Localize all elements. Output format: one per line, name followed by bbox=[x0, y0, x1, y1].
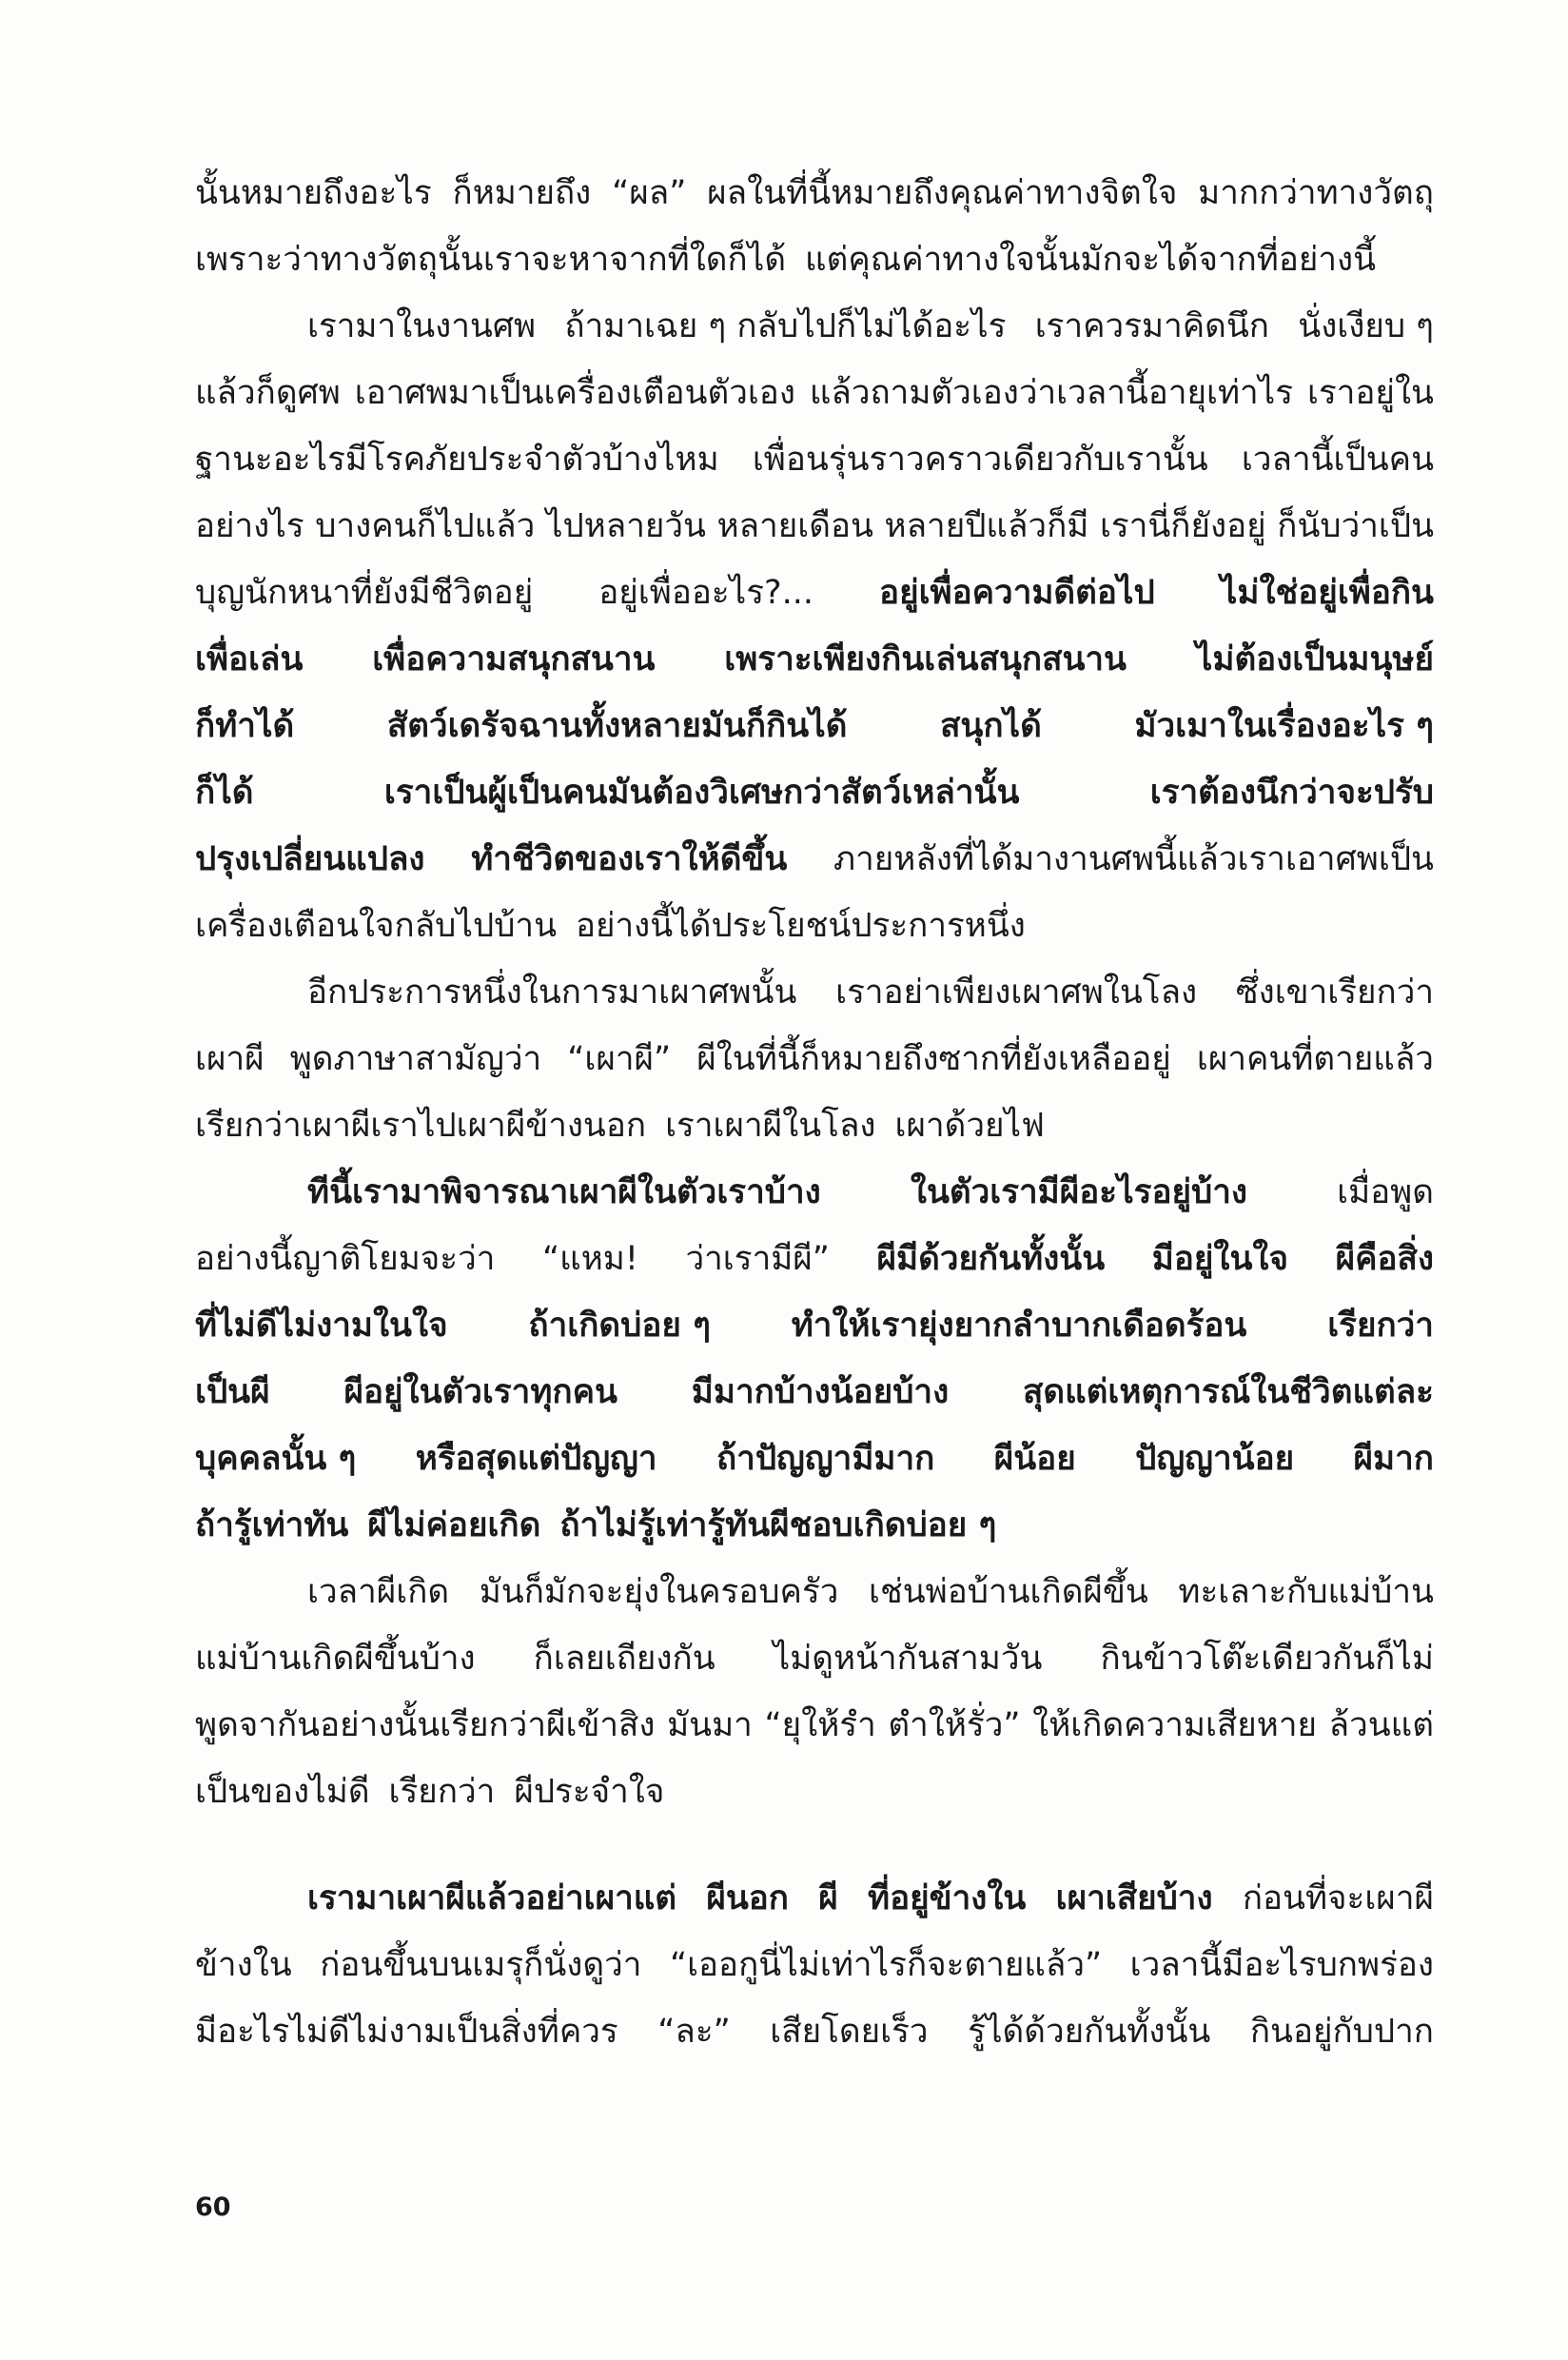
text-word-bold: ไม่ใช่อยู่เพื่อกิน bbox=[1220, 574, 1434, 612]
text-word-bold: ผี bbox=[818, 1879, 838, 1918]
text-word: เผาด้วยไฟ bbox=[894, 1107, 1045, 1145]
text-word: บางคนก็ไปแล้ว bbox=[315, 507, 536, 545]
text-word-bold: ผีมาก bbox=[1353, 1440, 1434, 1478]
text-line bbox=[195, 1026, 1434, 1092]
text-word: ฐานะอะไรมีโรคภัยประจำตัวบ้างไหม bbox=[195, 441, 719, 479]
text-word: เราอยู่ใน bbox=[1307, 374, 1434, 412]
text-line bbox=[195, 560, 1434, 626]
text-word: เวลาผีเกิด bbox=[307, 1573, 450, 1611]
text-word-bold: ก็ได้ bbox=[195, 774, 254, 812]
text-word: ล้วนแต่ bbox=[1328, 1706, 1434, 1744]
text-line bbox=[195, 893, 1434, 959]
text-line bbox=[195, 160, 1434, 226]
text-word-bold: ในตัวเรามีผีอะไรอยู่บ้าง bbox=[910, 1173, 1247, 1211]
text-word: “แหม! bbox=[542, 1240, 638, 1278]
text-word-bold: ปัญญาน้อย bbox=[1135, 1440, 1295, 1478]
text-word: อย่างนี้ได้ประโยชน์ประการหนึ่ง bbox=[576, 907, 1026, 945]
text-word: พูดภาษาสามัญว่า bbox=[289, 1040, 542, 1078]
text-line bbox=[195, 1159, 1434, 1226]
text-line bbox=[195, 1759, 1434, 1825]
text-line bbox=[195, 1426, 1434, 1492]
text-word: “ผล” bbox=[612, 174, 687, 212]
text-word-bold: ทีนี้เรามาพิจารณาเผาผีในตัวเราบ้าง bbox=[307, 1173, 821, 1211]
text-line bbox=[195, 1625, 1434, 1692]
text-line bbox=[195, 1292, 1434, 1359]
text-word: นั้นหมายถึงอะไร bbox=[195, 174, 432, 212]
text-word: เป็นของไม่ดี bbox=[195, 1773, 370, 1811]
text-word-bold: เรามาเผาผีแล้วอย่าเผาแต่ bbox=[307, 1879, 677, 1918]
text-word-bold: ถ้าไม่รู้เท่ารู้ทันผีชอบเกิดบ่อย ๆ bbox=[559, 1506, 997, 1544]
text-word-bold: ผีน้อย bbox=[993, 1440, 1076, 1478]
text-line bbox=[195, 493, 1434, 560]
text-word-bold: ผีมีด้วยกันทั้งนั้น bbox=[876, 1240, 1106, 1278]
text-word-bold: ถ้ารู้เท่าทัน bbox=[195, 1506, 349, 1544]
text-word: นั่งเงียบ ๆ bbox=[1298, 307, 1434, 345]
text-line bbox=[195, 626, 1434, 693]
text-word: ก่อนที่จะเผาผี bbox=[1242, 1879, 1434, 1918]
text-word: ภายหลังที่ได้มางานศพนี้แล้วเราเอาศพเป็น bbox=[833, 840, 1434, 878]
text-word: เราเผาผีในโลง bbox=[665, 1107, 876, 1145]
text-word-bold: เพื่อความสนุกสนาน bbox=[372, 640, 656, 678]
text-word: เพื่อนรุ่นราวคราวเดียวกับเรานั้น bbox=[752, 441, 1208, 479]
text-word: เอาศพมาเป็นเครื่องเตือนตัวเอง bbox=[354, 374, 795, 412]
text-word: เราอย่าเพียงเผาศพในโลง bbox=[835, 974, 1198, 1012]
text-word: “เผาผี” bbox=[567, 1040, 672, 1078]
text-line bbox=[195, 1932, 1434, 1998]
text-word-bold: เราเป็นผู้เป็นคนมันต้องวิเศษกว่าสัตว์เหล่านั้น bbox=[383, 774, 1020, 812]
text-line bbox=[195, 360, 1434, 426]
text-word-bold: สนุกได้ bbox=[940, 707, 1042, 745]
text-line bbox=[195, 1359, 1434, 1426]
text-word: ไม่ดูหน้ากันสามวัน bbox=[773, 1640, 1043, 1678]
text-word-bold: อยู่เพื่อความดีต่อไป bbox=[879, 574, 1155, 612]
text-word-bold: ที่ไม่ดีไม่งามในใจ bbox=[195, 1307, 448, 1345]
text-word: มากกว่าทางวัตถุ bbox=[1198, 174, 1434, 212]
text-word: ก็นับว่าเป็น bbox=[1277, 507, 1434, 545]
text-word-bold: ไม่ต้องเป็นมนุษย์ bbox=[1195, 640, 1434, 678]
text-word: พูดจากันอย่างนั้นเรียกว่าผีเข้าสิง bbox=[195, 1706, 656, 1744]
text-word: แล้วถามตัวเองว่าเวลานี้อายุเท่าไร bbox=[809, 374, 1294, 412]
text-word-bold: ก็ทำได้ bbox=[195, 707, 295, 745]
text-line bbox=[195, 293, 1434, 360]
text-word: มันมา bbox=[667, 1706, 753, 1744]
text-line bbox=[195, 1226, 1434, 1292]
text-word-bold: สัตว์เดรัจฉานทั้งหลายมันก็กินได้ bbox=[386, 707, 848, 745]
text-word: เวลานี้มีอะไรบกพร่อง bbox=[1129, 1946, 1434, 1984]
text-line bbox=[195, 826, 1434, 893]
text-word: เสียโดยเร็ว bbox=[770, 2013, 929, 2051]
text-word-bold: มีอยู่ในใจ bbox=[1151, 1240, 1288, 1278]
text-word: หลายปีแล้วก็มี bbox=[884, 507, 1089, 545]
text-word: เรานี่ก็ยังอยู่ bbox=[1099, 507, 1266, 545]
text-word: เผาคนที่ตายแล้ว bbox=[1196, 1040, 1434, 1078]
text-word-bold: ทำให้เรายุ่งยากลำบากเดือดร้อน bbox=[791, 1307, 1247, 1345]
text-word: อีกประการหนึ่งในการมาเผาศพนั้น bbox=[307, 974, 797, 1012]
text-word: เรียกว่า bbox=[388, 1773, 496, 1811]
text-word-bold: ผีนอก bbox=[706, 1879, 789, 1918]
text-word-bold: ที่อยู่ข้างใน bbox=[868, 1879, 1027, 1918]
text-word-bold: เพื่อเล่น bbox=[195, 640, 304, 678]
text-line bbox=[195, 1692, 1434, 1759]
text-word: เครื่องเตือนใจกลับไปบ้าน bbox=[195, 907, 557, 945]
text-word: เพราะว่าทางวัตถุนั้นเราจะหาจากที่ใดก็ได้ bbox=[195, 241, 787, 279]
text-line bbox=[195, 1492, 1434, 1559]
text-word-bold: บุคคลนั้น ๆ bbox=[195, 1440, 357, 1478]
page-number: 60 bbox=[195, 2193, 231, 2222]
text-word: ซึ่งเขาเรียกว่า bbox=[1235, 974, 1434, 1012]
text-word: “เออกูนี่ไม่เท่าไรก็จะตายแล้ว” bbox=[669, 1946, 1103, 1984]
text-word-bold: ผีอยู่ในตัวเราทุกคน bbox=[343, 1373, 617, 1411]
text-word: เรามาในงานศพ bbox=[307, 307, 537, 345]
text-word: อยู่เพื่ออะไร?... bbox=[598, 574, 814, 612]
text-word-bold: มีมากบ้างน้อยบ้าง bbox=[691, 1373, 950, 1411]
text-word: ผีในที่นี้ก็หมายถึงซากที่ยังเหลืออยู่ bbox=[696, 1040, 1171, 1078]
text-word: บุญนักหนาที่ยังมีชีวิตอยู่ bbox=[195, 574, 534, 612]
text-word: กินข้าวโต๊ะเดียวกันก็ไม่ bbox=[1100, 1640, 1434, 1678]
text-word: กินอยู่กับปาก bbox=[1249, 2013, 1434, 2051]
text-word-bold: เรียกว่า bbox=[1327, 1307, 1434, 1345]
text-word-bold: ถ้าเกิดบ่อย ๆ bbox=[528, 1307, 711, 1345]
text-word: แต่คุณค่าทางใจนั้นมักจะได้จากที่อย่างนี้ bbox=[805, 241, 1377, 279]
text-word: ผีประจำใจ bbox=[514, 1773, 665, 1811]
text-word-bold: เราต้องนึกว่าจะปรับ bbox=[1149, 774, 1434, 812]
text-line bbox=[195, 1559, 1434, 1625]
text-word: เราควรมาคิดนึก bbox=[1034, 307, 1269, 345]
text-word: ว่าเรามีผี” bbox=[685, 1240, 830, 1278]
text-word: “ยุให้รำ bbox=[764, 1706, 876, 1744]
text-word-bold: เผาเสียบ้าง bbox=[1055, 1879, 1213, 1918]
text-word-bold: เพราะเพียงกินเล่นสนุกสนาน bbox=[724, 640, 1127, 678]
text-line bbox=[195, 693, 1434, 759]
text-word: อย่างไร bbox=[195, 507, 304, 545]
text-word: แม่บ้านเกิดผีขึ้นบ้าง bbox=[195, 1640, 476, 1678]
text-word: มีอะไรไม่ดีไม่งามเป็นสิ่งที่ควร bbox=[195, 2013, 618, 2051]
text-word-bold: ผีคือสิ่ง bbox=[1335, 1240, 1434, 1278]
text-word: ก่อนขึ้นบนเมรุก็นั่งดูว่า bbox=[320, 1946, 642, 1984]
text-line bbox=[195, 426, 1434, 493]
text-word: ก็หมายถึง bbox=[452, 174, 592, 212]
body-text bbox=[195, 160, 1434, 2065]
text-word: ไปหลายวัน bbox=[545, 507, 706, 545]
text-word: ข้างใน bbox=[195, 1946, 292, 1984]
text-word-bold: เป็นผี bbox=[195, 1373, 270, 1411]
text-word-bold: ผีไม่ค่อยเกิด bbox=[367, 1506, 541, 1544]
text-line bbox=[195, 1865, 1434, 1932]
text-word: เวลานี้เป็นคน bbox=[1241, 441, 1434, 479]
text-word: ถ้ามาเฉย ๆ กลับไปก็ไม่ได้อะไร bbox=[564, 307, 1007, 345]
text-word: “ละ” bbox=[657, 2013, 731, 2051]
text-line bbox=[195, 226, 1434, 293]
text-word-bold: สุดแต่เหตุการณ์ในชีวิตแต่ละ bbox=[1023, 1373, 1434, 1411]
text-word-bold: หรือสุดแต่ปัญญา bbox=[415, 1440, 657, 1478]
text-line bbox=[195, 1092, 1434, 1159]
text-word: ก็เลยเถียงกัน bbox=[533, 1640, 715, 1678]
text-word: รู้ได้ด้วยกันทั้งนั้น bbox=[968, 2013, 1211, 2051]
text-line bbox=[195, 959, 1434, 1026]
text-word: ให้เกิดความเสียหาย bbox=[1032, 1706, 1318, 1744]
text-word-bold: มัวเมาในเรื่องอะไร ๆ bbox=[1134, 707, 1434, 745]
text-word: ทะเลาะกับแม่บ้าน bbox=[1178, 1573, 1434, 1611]
text-word: หลายเดือน bbox=[716, 507, 873, 545]
text-line bbox=[195, 759, 1434, 826]
text-word-bold: ปรุงเปลี่ยนแปลง bbox=[195, 840, 425, 878]
text-word-bold: ถ้าปัญญามีมาก bbox=[715, 1440, 935, 1478]
text-word: เรียกว่าเผาผีเราไปเผาผีข้างนอก bbox=[195, 1107, 647, 1145]
text-word: มันก็มักจะยุ่งในครอบครัว bbox=[479, 1573, 839, 1611]
text-word: ผลในที่นี้หมายถึงคุณค่าทางจิตใจ bbox=[707, 174, 1178, 212]
paragraph-gap bbox=[195, 1825, 1434, 1865]
text-line bbox=[195, 1998, 1434, 2065]
text-word: อย่างนี้ญาติโยมจะว่า bbox=[195, 1240, 496, 1278]
text-word: ตำให้รั่ว” bbox=[888, 1706, 1021, 1744]
text-word: แล้วก็ดูศพ bbox=[195, 374, 341, 412]
text-word: เช่นพ่อบ้านเกิดผีขึ้น bbox=[869, 1573, 1148, 1611]
text-word: เผาผี bbox=[195, 1040, 265, 1078]
text-word-bold: ทำชีวิตของเราให้ดีขึ้น bbox=[471, 840, 788, 878]
text-word: เมื่อพูด bbox=[1337, 1173, 1434, 1211]
